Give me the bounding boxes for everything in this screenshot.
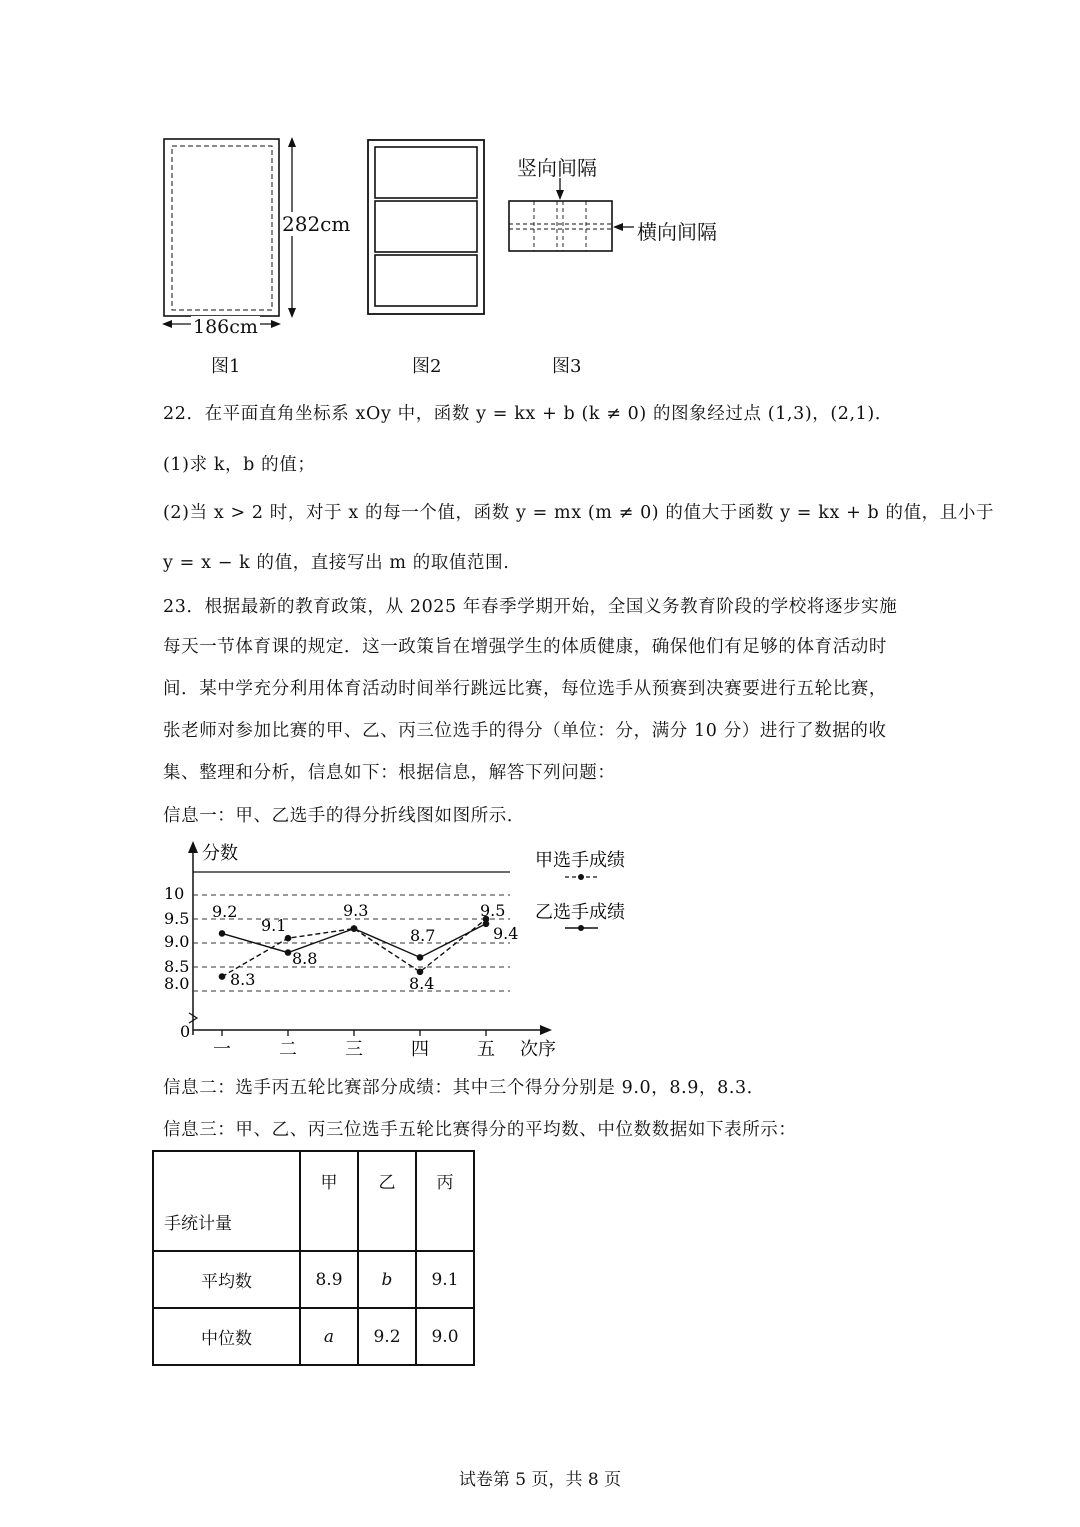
chart-y-zero: 0 <box>180 1022 191 1041</box>
x-tick-label: 一 <box>213 1039 231 1060</box>
table-col-yi: 乙 <box>358 1151 416 1251</box>
table-cell: 9.2 <box>358 1308 416 1365</box>
figure-1 <box>160 132 300 344</box>
q23-info2: 信息二：选手丙五轮比赛部分成绩：其中三个得分分别是 9.0，8.9，8.3． <box>163 1078 765 1098</box>
fig3-caption: 图3 <box>552 356 582 377</box>
legend-jia-marker <box>578 874 584 880</box>
data-label: 9.2 <box>212 902 238 921</box>
table-row-label: 平均数 <box>153 1251 300 1308</box>
x-tick-label: 三 <box>345 1039 363 1060</box>
table-header-row <box>153 1151 474 1251</box>
fig3-vertical-gap-label: 竖向间隔 <box>517 156 597 180</box>
data-label: 9.3 <box>343 901 369 920</box>
q23-line-4: 张老师对参加比赛的甲、乙、丙三位选手的得分（单位：分，满分 10 分）进行了数据的收 <box>163 721 887 741</box>
figure-3 <box>505 172 635 257</box>
q23-line-2: 每天一节体育课的规定．这一政策旨在增强学生的体质健康，确保他们有足够的体育活动时 <box>163 637 887 657</box>
table-cell: 9.1 <box>416 1251 474 1308</box>
table-row <box>153 1308 474 1365</box>
table-cell: b <box>358 1251 416 1308</box>
fig3-horizontal-gap-label: 横向间隔 <box>637 220 717 244</box>
data-label: 9.5 <box>480 901 506 920</box>
legend-yi-marker <box>578 925 584 931</box>
y-tick-label: 8.0 <box>164 974 190 993</box>
y-tick-label: 10 <box>164 884 185 903</box>
fig1-width-label: 186cm <box>193 316 258 338</box>
chart-ylabel: 分数 <box>202 843 238 864</box>
statistics-table <box>152 1150 475 1366</box>
data-label: 8.7 <box>410 926 436 945</box>
page-footer: 试卷第 5 页，共 8 页 <box>458 1470 622 1490</box>
q22-part2-line1: (2)当 x > 2 时，对于 x 的每一个值，函数 y = mx (m ≠ 0) 的值大于函数 y = kx + b 的值，且小于 <box>163 503 995 523</box>
q23-info1: 信息一：甲、乙选手的得分折线图如图所示． <box>163 806 525 826</box>
fig1-height-label: 282cm <box>282 212 351 236</box>
data-label: 9.1 <box>261 916 287 935</box>
data-label: 9.4 <box>493 924 519 943</box>
figure-2 <box>364 136 489 318</box>
legend-jia-label: 甲选手成绩 <box>535 850 625 871</box>
fig2-caption: 图2 <box>412 356 442 377</box>
data-point <box>285 949 292 956</box>
data-point <box>483 921 490 928</box>
chart-xlabel: 次序 <box>520 1039 556 1060</box>
table-cell: 9.0 <box>416 1308 474 1365</box>
data-point <box>219 930 226 937</box>
data-point <box>285 935 292 942</box>
table-col-bing: 丙 <box>416 1151 474 1251</box>
table-cell: a <box>300 1308 358 1365</box>
data-label: 8.4 <box>409 974 435 993</box>
data-point <box>417 954 424 961</box>
legend-yi-label: 乙选手成绩 <box>535 902 625 923</box>
data-label: 8.8 <box>292 949 318 968</box>
data-point <box>351 925 358 932</box>
table-col-jia: 甲 <box>300 1151 358 1251</box>
q23-info3: 信息三：甲、乙、丙三位选手五轮比赛得分的平均数、中位数数据如下表所示： <box>163 1120 797 1140</box>
q23-line-5: 集、整理和分析，信息如下：根据信息，解答下列问题： <box>163 763 616 783</box>
y-tick-label: 9.5 <box>164 909 190 928</box>
table-row <box>153 1251 474 1308</box>
x-tick-label: 五 <box>477 1039 495 1060</box>
data-point <box>219 973 226 980</box>
score-line-chart <box>160 835 660 1065</box>
table-row-label: 中位数 <box>153 1308 300 1365</box>
y-tick-label: 9.0 <box>164 932 190 951</box>
x-tick-label: 四 <box>411 1039 429 1060</box>
x-tick-label: 二 <box>279 1039 297 1060</box>
q23-line-1: 23．根据最新的教育政策，从 2025 年春季学期开始，全国义务教育阶段的学校将逐步实施 <box>163 597 898 617</box>
q22-part1: (1)求 k，b 的值； <box>163 455 316 475</box>
data-label: 8.3 <box>230 970 256 989</box>
q22-part2-line2: y = x − k 的值，直接写出 m 的取值范围. <box>163 553 510 573</box>
table-corner-cell: 手统计量 <box>153 1151 300 1251</box>
q23-line-3: 间．某中学充分利用体育活动时间举行跳远比赛，每位选手从预赛到决赛要进行五轮比赛， <box>163 679 887 699</box>
y-tick-label: 8.5 <box>164 957 190 976</box>
fig1-caption: 图1 <box>211 356 241 377</box>
table-cell: 8.9 <box>300 1251 358 1308</box>
q22-stem: 22．在平面直角坐标系 xOy 中，函数 y = kx + b (k ≠ 0) 的图象经过点 (1,3)，(2,1)． <box>163 404 893 424</box>
